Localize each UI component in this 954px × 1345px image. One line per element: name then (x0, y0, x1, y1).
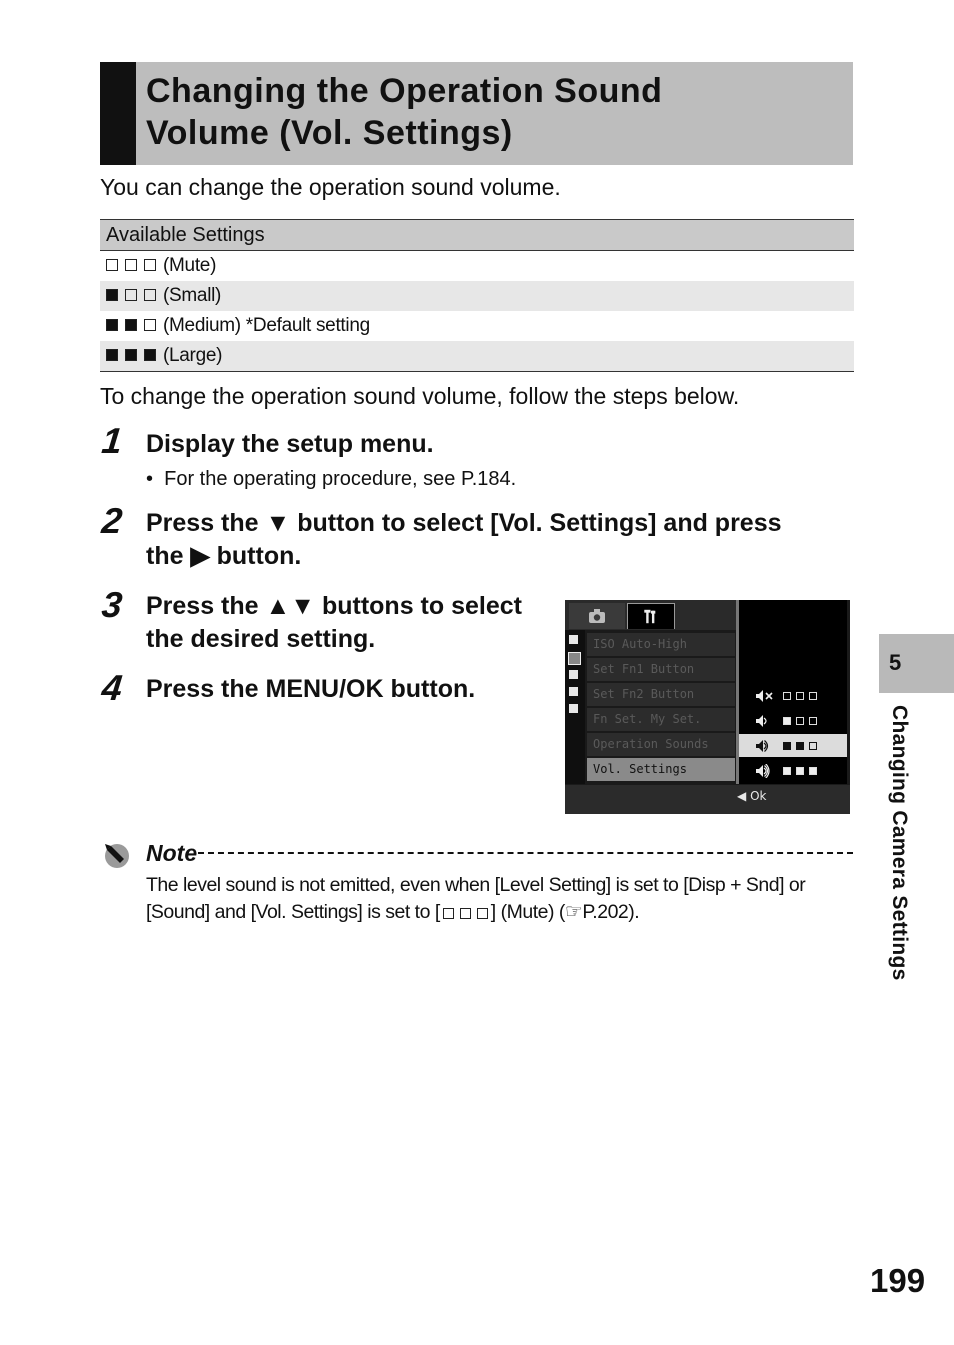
settings-table (100, 219, 854, 372)
speaker-icon (755, 739, 773, 753)
settings-table-row (100, 311, 854, 341)
note-text (146, 872, 858, 926)
step-number-4: 4 (99, 667, 125, 708)
step-2-text (146, 507, 846, 573)
step-3-text-c: the desired setting. (146, 625, 376, 653)
camera-menu-item: Set Fn1 Button (587, 658, 735, 681)
settings-table-row (100, 341, 854, 371)
note-text-ref: P.202). (582, 901, 640, 923)
step-4-text: Press the MENU/OK button. (146, 675, 476, 703)
settings-row-label: (Mute) (163, 255, 217, 276)
settings-table-row (100, 281, 854, 311)
camera-menu-item: Set Fn2 Button (587, 683, 735, 706)
page-title (146, 70, 846, 154)
step-2-text-d: button. (216, 542, 302, 570)
camera-tab-bar (565, 600, 737, 630)
camera-ok-label: Ok (750, 789, 767, 803)
volume-options-panel (739, 600, 847, 784)
page-title-line2: Volume (Vol. Settings) (146, 114, 513, 152)
volume-option (739, 709, 847, 732)
step-1-text: Display the setup menu. (146, 430, 434, 458)
volume-level-squares-icon (106, 311, 163, 341)
intro-text: You can change the operation sound volume. (100, 174, 561, 200)
chapter-number: 5 (889, 650, 902, 675)
note-dashed-rule (198, 852, 853, 854)
mute-squares-icon (440, 901, 491, 923)
camera-menu-item: Vol. Settings (587, 758, 735, 781)
step-number-2: 2 (99, 500, 125, 541)
volume-option (739, 684, 847, 707)
step-2-text-b: button to select [Vol. Settings] and press (297, 509, 782, 537)
step-1-bullet (146, 468, 516, 491)
volume-option (739, 759, 847, 782)
volume-level-squares-icon (106, 281, 163, 311)
step-1-bullet-text: For the operating procedure, see P.184. (164, 468, 517, 490)
bullet-dot: • (146, 468, 165, 490)
speaker-mute-icon (755, 689, 773, 703)
settings-table-row (100, 251, 854, 281)
camera-icon (569, 603, 625, 629)
step-3-text-b: buttons to select (321, 592, 522, 620)
steps-intro-text: To change the operation sound volume, follow the steps below. (100, 383, 740, 409)
note-text-part2: ] (Mute) ( (490, 901, 565, 923)
volume-level-squares-icon (783, 762, 822, 780)
right-arrow-icon: ▶ (190, 542, 210, 570)
camera-menu-item: Operation Sounds (587, 733, 735, 756)
setup-wrench-icon (627, 603, 675, 629)
camera-menu-item: Fn Set. My Set. (587, 708, 735, 731)
camera-page-indicator (565, 630, 585, 784)
note-pencil-icon (102, 840, 132, 870)
step-2-text-c: the (146, 542, 184, 570)
note-text-part1: The level sound is not emitted, even when [Level Setting] is set to [Disp + Snd] or [Sound] and [Vol. Settings] is set to [ (146, 874, 806, 923)
up-down-arrow-icon: ▲▼ (265, 592, 316, 620)
volume-level-squares-icon (106, 341, 163, 371)
speaker-icon (755, 764, 773, 778)
left-arrow-icon: ◀ (737, 789, 747, 803)
settings-row-label: (Large) (163, 345, 223, 366)
camera-lcd-screenshot (565, 600, 850, 814)
camera-menu-list (587, 633, 735, 783)
step-3-text (146, 590, 556, 656)
camera-bottom-bar (565, 785, 850, 814)
chapter-label: Changing Camera Settings (888, 705, 911, 981)
settings-table-body (100, 251, 854, 371)
settings-table-header: Available Settings (100, 220, 854, 251)
step-number-3: 3 (99, 584, 125, 625)
volume-level-squares-icon (783, 737, 822, 755)
note-heading: Note (146, 840, 198, 866)
step-number-1: 1 (99, 420, 125, 461)
page-number: 199 (870, 1262, 926, 1299)
camera-ok-hint (737, 789, 766, 803)
settings-row-label: (Small) (163, 285, 222, 306)
settings-row-label: (Medium) *Default setting (163, 315, 370, 336)
reference-pointer-icon: ☞ (564, 901, 583, 923)
title-accent-block (100, 62, 136, 165)
down-arrow-icon: ▼ (265, 509, 291, 537)
volume-level-squares-icon (783, 687, 822, 705)
camera-menu-item: ISO Auto-High (587, 633, 735, 656)
volume-option (739, 734, 847, 757)
page-title-line1: Changing the Operation Sound (146, 72, 663, 110)
volume-level-squares-icon (106, 251, 163, 281)
speaker-icon (755, 714, 773, 728)
step-2-text-a: Press the (146, 509, 259, 537)
step-3-text-a: Press the (146, 592, 259, 620)
volume-level-squares-icon (783, 712, 822, 730)
